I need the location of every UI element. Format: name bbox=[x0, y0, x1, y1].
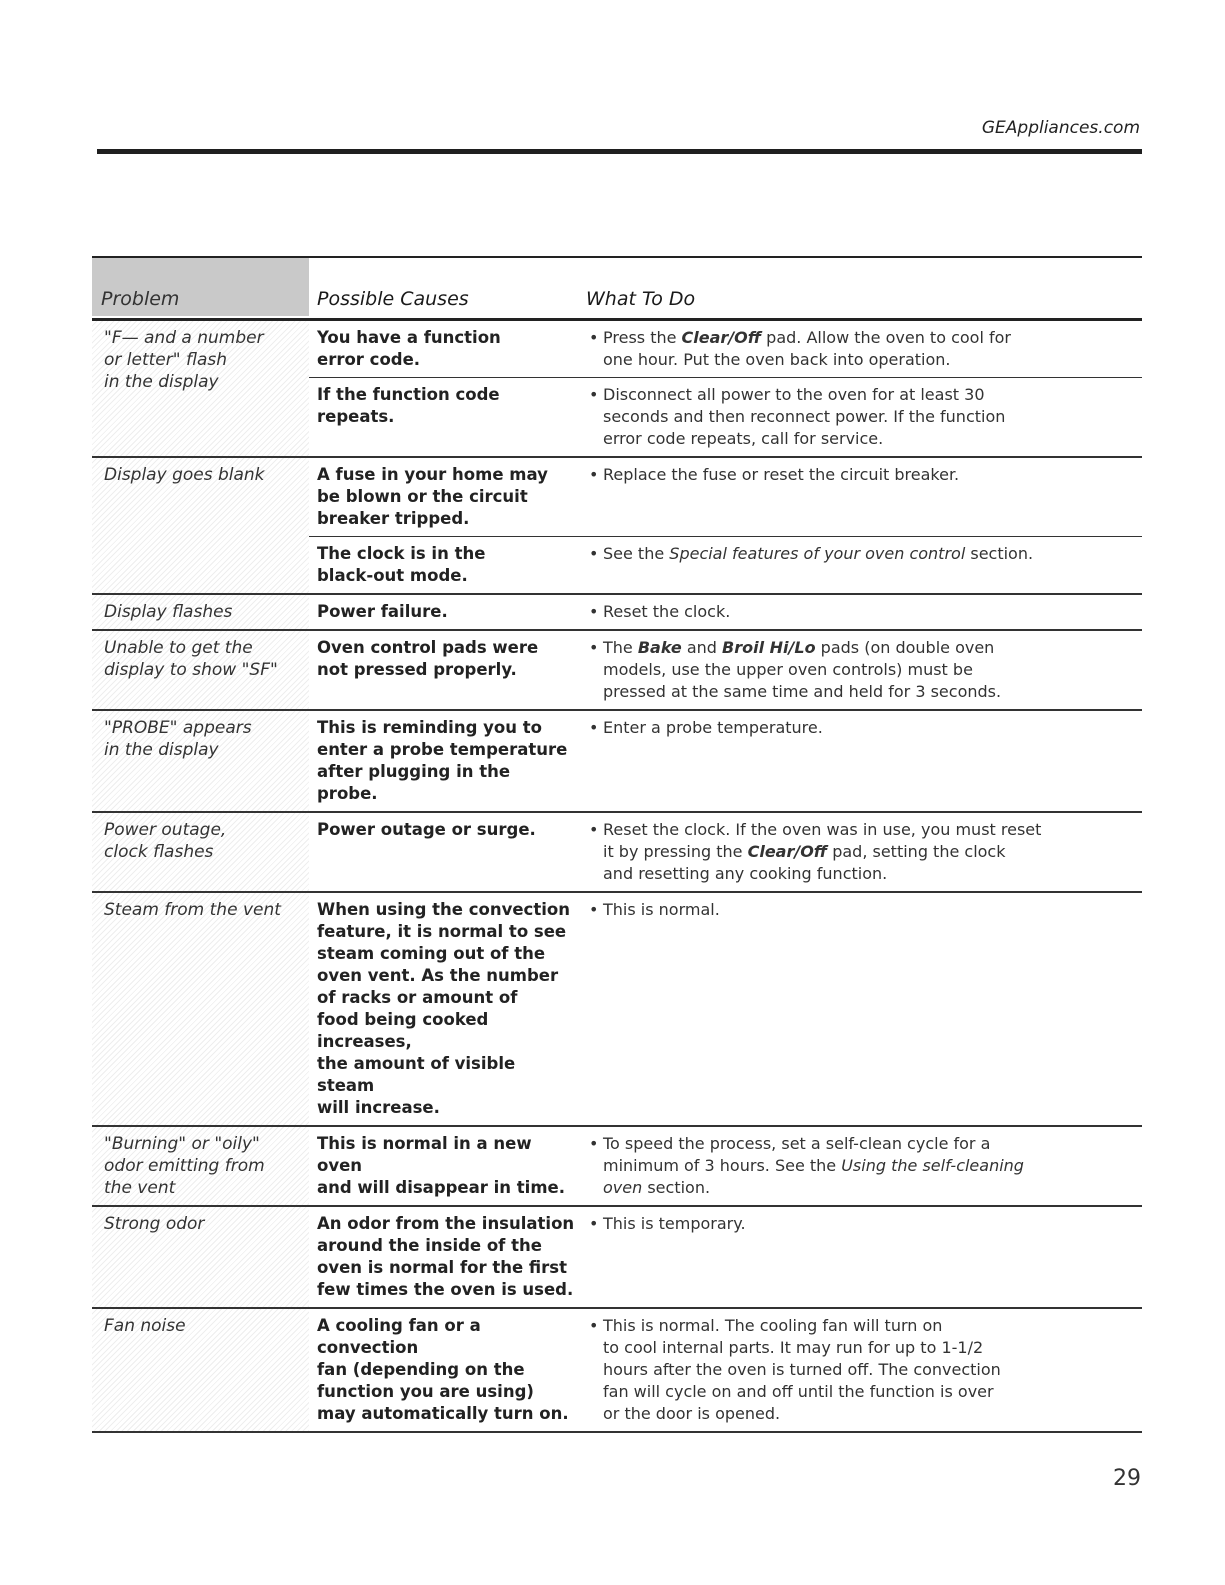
what-to-do-text: Enter a probe temperature. bbox=[603, 718, 823, 737]
site-url: GEAppliances.com bbox=[981, 118, 1140, 138]
cause-cell: This is normal in a new oven and will disappear in time. bbox=[317, 1134, 565, 1197]
table-row bbox=[92, 1309, 1142, 1433]
what-to-do-cell bbox=[579, 711, 1142, 811]
what-to-do-cell bbox=[579, 631, 1142, 709]
section-reference: Special features of your oven control bbox=[669, 544, 966, 563]
cause-row bbox=[309, 458, 1142, 536]
problem-cell: Unable to get the display to show "SF" bbox=[92, 631, 309, 709]
cause-cell: If the function code repeats. bbox=[317, 385, 500, 426]
troubleshooting-table bbox=[92, 256, 1142, 1433]
what-to-do-text: See the Special features of your oven control section. bbox=[603, 544, 1034, 563]
cause-cell: Power outage or surge. bbox=[317, 820, 536, 839]
emphasized-control-name: Clear/Off bbox=[747, 842, 828, 861]
what-to-do-text: Press the Clear/Off pad. Allow the oven to cool for one hour. Put the oven back into operation. bbox=[603, 328, 1011, 369]
emphasized-control-name: Clear/Off bbox=[681, 328, 762, 347]
table-row bbox=[92, 1207, 1142, 1309]
what-to-do-text: This is normal. bbox=[603, 900, 720, 919]
problem-cell: Steam from the vent bbox=[92, 893, 309, 1125]
cause-cell: A fuse in your home may be blown or the circuit breaker tripped. bbox=[317, 465, 548, 528]
bullet-icon: • bbox=[589, 820, 599, 839]
bullet-icon: • bbox=[589, 1134, 599, 1153]
what-to-do-text: To speed the process, set a self-clean cycle for a minimum of 3 hours. See the Using the self-cleaning oven section. bbox=[603, 1134, 1024, 1197]
column-header-causes: Possible Causes bbox=[317, 288, 469, 310]
what-to-do-cell bbox=[579, 321, 1142, 377]
bullet-icon: • bbox=[589, 544, 599, 563]
emphasized-control-name: Bake bbox=[637, 638, 682, 657]
cause-cell: The clock is in the black-out mode. bbox=[317, 544, 486, 585]
table-body bbox=[92, 321, 1142, 1433]
cause-cell: A cooling fan or a convection fan (depending on the function you are using) may automatically turn on. bbox=[317, 1316, 569, 1423]
what-to-do-cell bbox=[579, 813, 1142, 891]
what-to-do-text: Reset the clock. If the oven was in use, you must reset it by pressing the Clear/Off pad, setting the clock and resetting any cooking function. bbox=[603, 820, 1042, 883]
problem-cell: "PROBE" appears in the display bbox=[92, 711, 309, 811]
cause-cell: This is reminding you to enter a probe temperature after plugging in the probe. bbox=[317, 718, 568, 803]
table-row bbox=[92, 1127, 1142, 1207]
cause-row bbox=[309, 377, 1142, 456]
what-to-do-text: Replace the fuse or reset the circuit breaker. bbox=[603, 465, 960, 484]
bullet-icon: • bbox=[589, 638, 599, 657]
table-row bbox=[92, 631, 1142, 711]
problem-cell: "Burning" or "oily" odor emitting from the vent bbox=[92, 1127, 309, 1205]
cause-row bbox=[309, 595, 1142, 629]
problem-cell: Power outage, clock flashes bbox=[92, 813, 309, 891]
cause-cell: Power failure. bbox=[317, 602, 448, 621]
what-to-do-text: Reset the clock. bbox=[603, 602, 731, 621]
emphasized-control-name: Broil Hi/Lo bbox=[722, 638, 816, 657]
what-to-do-cell bbox=[579, 595, 1142, 629]
table-header bbox=[92, 256, 1142, 321]
what-to-do-text: This is temporary. bbox=[603, 1214, 746, 1233]
cause-cell: Oven control pads were not pressed properly. bbox=[317, 638, 539, 679]
cause-row bbox=[309, 321, 1142, 377]
what-to-do-cell bbox=[579, 1207, 1142, 1307]
cause-row bbox=[309, 631, 1142, 709]
bullet-icon: • bbox=[589, 328, 599, 347]
cause-cell: An odor from the insulation around the inside of the oven is normal for the first few times the oven is used. bbox=[317, 1214, 575, 1299]
section-reference: Using the self-cleaning oven bbox=[603, 1156, 1024, 1197]
cause-row bbox=[309, 1127, 1142, 1205]
bullet-icon: • bbox=[589, 385, 599, 404]
what-to-do-cell bbox=[579, 537, 1142, 593]
table-row bbox=[92, 458, 1142, 595]
cause-row bbox=[309, 893, 1142, 1125]
cause-row bbox=[309, 711, 1142, 811]
column-header-problem: Problem bbox=[92, 258, 309, 316]
problem-cell: Display flashes bbox=[92, 595, 309, 629]
what-to-do-cell bbox=[579, 1127, 1142, 1205]
table-row bbox=[92, 595, 1142, 631]
what-to-do-text: This is normal. The cooling fan will turn on to cool internal parts. It may run for up to 1-1/2 hours after the oven is turned off. The convection fan will cycle on and off until the function is over or the door is opened. bbox=[603, 1316, 1001, 1423]
problem-cell: Strong odor bbox=[92, 1207, 309, 1307]
column-header-what-to-do: What To Do bbox=[586, 288, 696, 310]
bullet-icon: • bbox=[589, 602, 599, 621]
page-number: 29 bbox=[1113, 1466, 1141, 1491]
bullet-icon: • bbox=[589, 465, 599, 484]
problem-cell: Fan noise bbox=[92, 1309, 309, 1431]
cause-cell: When using the convection feature, it is normal to see steam coming out of the oven vent. As the number of racks or amount of food being cooked increases, the amount of visible steam will increase. bbox=[317, 900, 570, 1117]
bullet-icon: • bbox=[589, 1214, 599, 1233]
table-row bbox=[92, 813, 1142, 893]
what-to-do-cell bbox=[579, 1309, 1142, 1431]
problem-cell: Display goes blank bbox=[92, 458, 309, 593]
table-row bbox=[92, 321, 1142, 458]
bullet-icon: • bbox=[589, 1316, 599, 1335]
what-to-do-cell bbox=[579, 893, 1142, 1125]
what-to-do-cell bbox=[579, 378, 1142, 456]
cause-row bbox=[309, 813, 1142, 891]
cause-row bbox=[309, 536, 1142, 593]
what-to-do-cell bbox=[579, 458, 1142, 536]
header-rule bbox=[97, 149, 1142, 154]
what-to-do-text: Disconnect all power to the oven for at least 30 seconds and then reconnect power. If the function error code repeats, call for service. bbox=[603, 385, 1006, 448]
what-to-do-text: The Bake and Broil Hi/Lo pads (on double oven models, use the upper oven controls) must be pressed at the same time and held for 3 seconds. bbox=[603, 638, 1002, 701]
problem-cell: "F— and a number or letter" flash in the display bbox=[92, 321, 309, 456]
bullet-icon: • bbox=[589, 718, 599, 737]
cause-row bbox=[309, 1207, 1142, 1307]
cause-row bbox=[309, 1309, 1142, 1431]
table-row bbox=[92, 711, 1142, 813]
bullet-icon: • bbox=[589, 900, 599, 919]
table-row bbox=[92, 893, 1142, 1127]
cause-cell: You have a function error code. bbox=[317, 328, 501, 369]
